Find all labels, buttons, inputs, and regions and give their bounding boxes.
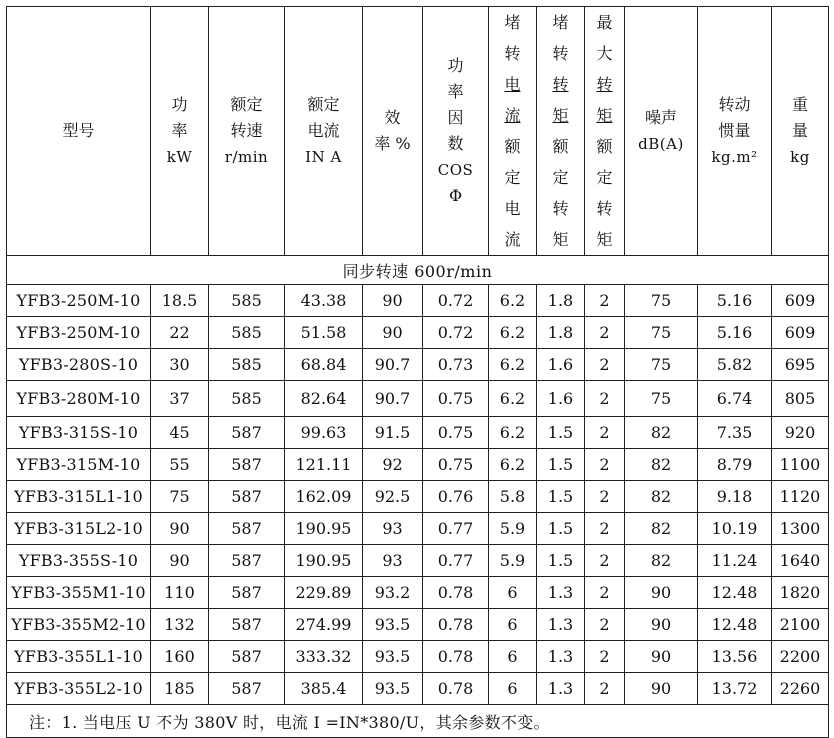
cell-power: 22 bbox=[151, 317, 209, 349]
cell-noise: 90 bbox=[625, 673, 698, 705]
cell-power: 37 bbox=[151, 381, 209, 417]
cell-current: 121.11 bbox=[285, 449, 363, 481]
header-efficiency-line1: 效 bbox=[384, 108, 401, 127]
header-locked-current bbox=[489, 7, 537, 256]
cell-weight: 1120 bbox=[772, 481, 829, 513]
hlc-8: 流 bbox=[504, 230, 521, 249]
header-power bbox=[151, 7, 209, 256]
cell-efficiency: 93.5 bbox=[363, 673, 423, 705]
hlc-4: 流 bbox=[504, 106, 521, 125]
hlc-3: 电 bbox=[504, 75, 521, 94]
cell-locked-current: 6.2 bbox=[489, 417, 537, 449]
cell-current: 99.63 bbox=[285, 417, 363, 449]
header-max-torque-text bbox=[596, 7, 614, 255]
cell-max-torque: 2 bbox=[585, 317, 625, 349]
cell-current: 43.38 bbox=[285, 285, 363, 317]
cell-power: 18.5 bbox=[151, 285, 209, 317]
cell-efficiency: 91.5 bbox=[363, 417, 423, 449]
cell-locked-current: 5.8 bbox=[489, 481, 537, 513]
header-pf-4: 数 bbox=[447, 134, 464, 153]
hmt-5: 额 bbox=[596, 137, 613, 156]
hlc-5: 额 bbox=[504, 137, 521, 156]
header-current-line2: 电流 bbox=[307, 121, 340, 140]
header-locked-torque bbox=[537, 7, 585, 256]
cell-inertia: 10.19 bbox=[698, 513, 772, 545]
cell-speed: 587 bbox=[209, 449, 285, 481]
cell-efficiency: 93 bbox=[363, 513, 423, 545]
header-speed-unit: r/min bbox=[224, 148, 269, 166]
cell-inertia: 5.82 bbox=[698, 349, 772, 381]
cell-noise: 82 bbox=[625, 545, 698, 577]
cell-speed: 585 bbox=[209, 317, 285, 349]
cell-inertia: 6.74 bbox=[698, 381, 772, 417]
cell-locked-torque: 1.3 bbox=[537, 641, 585, 673]
cell-speed: 585 bbox=[209, 349, 285, 381]
hlt-1: 堵 bbox=[552, 13, 569, 32]
cell-noise: 75 bbox=[625, 317, 698, 349]
cell-max-torque: 2 bbox=[585, 609, 625, 641]
cell-locked-current: 6.2 bbox=[489, 449, 537, 481]
header-pf-6: Φ bbox=[448, 186, 463, 205]
table-row bbox=[7, 417, 829, 449]
cell-efficiency: 93.2 bbox=[363, 577, 423, 609]
cell-inertia: 13.56 bbox=[698, 641, 772, 673]
cell-power-factor: 0.72 bbox=[423, 317, 489, 349]
cell-power-factor: 0.78 bbox=[423, 577, 489, 609]
header-efficiency bbox=[363, 7, 423, 256]
cell-locked-torque: 1.6 bbox=[537, 349, 585, 381]
cell-current: 162.09 bbox=[285, 481, 363, 513]
table-row bbox=[7, 381, 829, 417]
cell-locked-torque: 1.3 bbox=[537, 577, 585, 609]
cell-locked-torque: 1.3 bbox=[537, 673, 585, 705]
cell-weight: 920 bbox=[772, 417, 829, 449]
hmt-8: 矩 bbox=[596, 230, 613, 249]
cell-power-factor: 0.73 bbox=[423, 349, 489, 381]
cell-speed: 587 bbox=[209, 609, 285, 641]
header-max-torque bbox=[585, 7, 625, 256]
cell-power: 185 bbox=[151, 673, 209, 705]
cell-efficiency: 93 bbox=[363, 545, 423, 577]
header-speed-line2: 转速 bbox=[230, 121, 263, 140]
cell-locked-torque: 1.5 bbox=[537, 481, 585, 513]
cell-power-factor: 0.78 bbox=[423, 609, 489, 641]
cell-efficiency: 90.7 bbox=[363, 381, 423, 417]
hmt-3: 转 bbox=[596, 75, 613, 94]
cell-noise: 82 bbox=[625, 481, 698, 513]
cell-current: 274.99 bbox=[285, 609, 363, 641]
cell-max-torque: 2 bbox=[585, 417, 625, 449]
header-pf-3: 因 bbox=[447, 108, 464, 127]
header-power-unit: kW bbox=[166, 148, 193, 166]
hmt-6: 定 bbox=[596, 168, 613, 187]
cell-inertia: 5.16 bbox=[698, 285, 772, 317]
cell-weight: 1300 bbox=[772, 513, 829, 545]
cell-model: YFB3-355M2-10 bbox=[7, 609, 151, 641]
header-pf-5: COS bbox=[437, 161, 474, 179]
header-efficiency-line2: 率 % bbox=[374, 134, 411, 153]
cell-locked-torque: 1.3 bbox=[537, 609, 585, 641]
header-weight-unit: kg bbox=[790, 148, 810, 166]
header-locked-torque-text bbox=[552, 7, 570, 255]
cell-power: 132 bbox=[151, 609, 209, 641]
cell-model: YFB3-250M-10 bbox=[7, 317, 151, 349]
table-row bbox=[7, 545, 829, 577]
cell-noise: 90 bbox=[625, 577, 698, 609]
cell-model: YFB3-280S-10 bbox=[7, 349, 151, 381]
speed-heading-row bbox=[7, 256, 829, 285]
header-inertia-unit: kg.m² bbox=[711, 148, 758, 166]
cell-speed: 587 bbox=[209, 577, 285, 609]
cell-efficiency: 90 bbox=[363, 285, 423, 317]
cell-model: YFB3-355M1-10 bbox=[7, 577, 151, 609]
table-row bbox=[7, 449, 829, 481]
cell-weight: 2200 bbox=[772, 641, 829, 673]
cell-current: 385.4 bbox=[285, 673, 363, 705]
header-current-line1: 额定 bbox=[307, 95, 340, 114]
header-model-text: 型号 bbox=[62, 121, 95, 140]
cell-efficiency: 92 bbox=[363, 449, 423, 481]
cell-max-torque: 2 bbox=[585, 545, 625, 577]
cell-locked-current: 6.2 bbox=[489, 349, 537, 381]
header-weight-line2: 量 bbox=[791, 121, 808, 140]
table-row bbox=[7, 641, 829, 673]
table-row bbox=[7, 481, 829, 513]
cell-model: YFB3-355S-10 bbox=[7, 545, 151, 577]
cell-inertia: 13.72 bbox=[698, 673, 772, 705]
cell-locked-current: 6.2 bbox=[489, 285, 537, 317]
cell-weight: 609 bbox=[772, 317, 829, 349]
hmt-1: 最 bbox=[596, 13, 613, 32]
cell-locked-torque: 1.6 bbox=[537, 381, 585, 417]
cell-locked-current: 6 bbox=[489, 609, 537, 641]
cell-locked-torque: 1.5 bbox=[537, 449, 585, 481]
cell-locked-torque: 1.8 bbox=[537, 285, 585, 317]
cell-locked-current: 6.2 bbox=[489, 381, 537, 417]
cell-power-factor: 0.78 bbox=[423, 673, 489, 705]
cell-locked-current: 6.2 bbox=[489, 317, 537, 349]
cell-max-torque: 2 bbox=[585, 349, 625, 381]
cell-inertia: 12.48 bbox=[698, 609, 772, 641]
cell-locked-torque: 1.5 bbox=[537, 545, 585, 577]
header-pf-2: 率 bbox=[447, 82, 464, 101]
cell-speed: 587 bbox=[209, 417, 285, 449]
cell-current: 51.58 bbox=[285, 317, 363, 349]
cell-locked-torque: 1.5 bbox=[537, 513, 585, 545]
header-noise bbox=[625, 7, 698, 256]
header-locked-current-text bbox=[504, 7, 522, 255]
header-speed-line1: 额定 bbox=[230, 95, 263, 114]
header-noise-unit: dB(A) bbox=[638, 135, 684, 153]
motor-spec-table bbox=[6, 6, 829, 738]
cell-max-torque: 2 bbox=[585, 641, 625, 673]
header-weight-line1: 重 bbox=[791, 95, 808, 114]
cell-weight: 2100 bbox=[772, 609, 829, 641]
header-pf-1: 功 bbox=[447, 56, 464, 75]
cell-noise: 90 bbox=[625, 641, 698, 673]
cell-noise: 82 bbox=[625, 449, 698, 481]
table-row bbox=[7, 673, 829, 705]
header-inertia bbox=[698, 7, 772, 256]
cell-efficiency: 90 bbox=[363, 317, 423, 349]
cell-max-torque: 2 bbox=[585, 577, 625, 609]
table-row bbox=[7, 609, 829, 641]
cell-current: 229.89 bbox=[285, 577, 363, 609]
note-row bbox=[7, 705, 829, 738]
cell-power-factor: 0.75 bbox=[423, 417, 489, 449]
cell-model: YFB3-280M-10 bbox=[7, 381, 151, 417]
hlt-7: 转 bbox=[552, 199, 569, 218]
cell-speed: 587 bbox=[209, 673, 285, 705]
cell-noise: 75 bbox=[625, 381, 698, 417]
cell-max-torque: 2 bbox=[585, 449, 625, 481]
table-row bbox=[7, 577, 829, 609]
hlc-2: 转 bbox=[504, 44, 521, 63]
cell-noise: 82 bbox=[625, 417, 698, 449]
header-inertia-line1: 转动 bbox=[718, 95, 751, 114]
cell-noise: 75 bbox=[625, 285, 698, 317]
table-row bbox=[7, 285, 829, 317]
header-current-unit: IN A bbox=[305, 148, 342, 166]
hlt-6: 定 bbox=[552, 168, 569, 187]
cell-power-factor: 0.76 bbox=[423, 481, 489, 513]
hlt-5: 额 bbox=[552, 137, 569, 156]
cell-power-factor: 0.72 bbox=[423, 285, 489, 317]
header-noise-line1: 噪声 bbox=[644, 108, 677, 127]
header-speed bbox=[209, 7, 285, 256]
cell-speed: 587 bbox=[209, 545, 285, 577]
header-inertia-line2: 惯量 bbox=[718, 121, 751, 140]
cell-max-torque: 2 bbox=[585, 481, 625, 513]
cell-locked-current: 6 bbox=[489, 641, 537, 673]
cell-locked-current: 6 bbox=[489, 577, 537, 609]
cell-speed: 587 bbox=[209, 641, 285, 673]
cell-locked-torque: 1.5 bbox=[537, 417, 585, 449]
cell-noise: 75 bbox=[625, 349, 698, 381]
cell-power: 90 bbox=[151, 513, 209, 545]
cell-current: 68.84 bbox=[285, 349, 363, 381]
cell-inertia: 9.18 bbox=[698, 481, 772, 513]
header-power-line1: 功 bbox=[171, 95, 188, 114]
cell-weight: 2260 bbox=[772, 673, 829, 705]
cell-speed: 587 bbox=[209, 481, 285, 513]
cell-inertia: 8.79 bbox=[698, 449, 772, 481]
cell-power: 55 bbox=[151, 449, 209, 481]
cell-locked-current: 5.9 bbox=[489, 513, 537, 545]
cell-locked-current: 5.9 bbox=[489, 545, 537, 577]
cell-noise: 90 bbox=[625, 609, 698, 641]
cell-efficiency: 93.5 bbox=[363, 641, 423, 673]
cell-current: 82.64 bbox=[285, 381, 363, 417]
cell-max-torque: 2 bbox=[585, 381, 625, 417]
cell-weight: 609 bbox=[772, 285, 829, 317]
cell-max-torque: 2 bbox=[585, 513, 625, 545]
speed-heading: 同步转速 600r/min bbox=[7, 256, 829, 285]
cell-weight: 805 bbox=[772, 381, 829, 417]
cell-power-factor: 0.75 bbox=[423, 449, 489, 481]
cell-model: YFB3-315S-10 bbox=[7, 417, 151, 449]
cell-power: 160 bbox=[151, 641, 209, 673]
cell-locked-torque: 1.8 bbox=[537, 317, 585, 349]
cell-locked-current: 6 bbox=[489, 673, 537, 705]
cell-power: 110 bbox=[151, 577, 209, 609]
cell-weight: 1820 bbox=[772, 577, 829, 609]
cell-inertia: 12.48 bbox=[698, 577, 772, 609]
table-note: 注：1. 当电压 U 不为 380V 时，电流 I =IN*380/U，其余参数不变。 bbox=[7, 705, 829, 738]
cell-inertia: 11.24 bbox=[698, 545, 772, 577]
hmt-7: 转 bbox=[596, 199, 613, 218]
cell-inertia: 5.16 bbox=[698, 317, 772, 349]
header-power-line2: 率 bbox=[171, 121, 188, 140]
header-model bbox=[7, 7, 151, 256]
cell-weight: 695 bbox=[772, 349, 829, 381]
cell-efficiency: 93.5 bbox=[363, 609, 423, 641]
hmt-2: 大 bbox=[596, 44, 613, 63]
cell-inertia: 7.35 bbox=[698, 417, 772, 449]
cell-weight: 1100 bbox=[772, 449, 829, 481]
cell-model: YFB3-315M-10 bbox=[7, 449, 151, 481]
cell-speed: 585 bbox=[209, 381, 285, 417]
table-row bbox=[7, 349, 829, 381]
cell-power: 45 bbox=[151, 417, 209, 449]
table-row bbox=[7, 317, 829, 349]
cell-model: YFB3-355L1-10 bbox=[7, 641, 151, 673]
header-weight bbox=[772, 7, 829, 256]
hlc-7: 电 bbox=[504, 199, 521, 218]
cell-power: 30 bbox=[151, 349, 209, 381]
cell-efficiency: 92.5 bbox=[363, 481, 423, 513]
table-row bbox=[7, 513, 829, 545]
cell-power-factor: 0.78 bbox=[423, 641, 489, 673]
cell-current: 190.95 bbox=[285, 513, 363, 545]
header-power-factor bbox=[423, 7, 489, 256]
cell-current: 190.95 bbox=[285, 545, 363, 577]
cell-power: 90 bbox=[151, 545, 209, 577]
cell-max-torque: 2 bbox=[585, 285, 625, 317]
cell-noise: 82 bbox=[625, 513, 698, 545]
cell-model: YFB3-355L2-10 bbox=[7, 673, 151, 705]
header-current bbox=[285, 7, 363, 256]
cell-max-torque: 2 bbox=[585, 673, 625, 705]
cell-power-factor: 0.77 bbox=[423, 513, 489, 545]
hlc-1: 堵 bbox=[504, 13, 521, 32]
hlt-3: 转 bbox=[552, 75, 569, 94]
cell-model: YFB3-315L2-10 bbox=[7, 513, 151, 545]
cell-weight: 1640 bbox=[772, 545, 829, 577]
cell-model: YFB3-250M-10 bbox=[7, 285, 151, 317]
cell-power: 75 bbox=[151, 481, 209, 513]
header-row bbox=[7, 7, 829, 256]
cell-current: 333.32 bbox=[285, 641, 363, 673]
hlt-2: 转 bbox=[552, 44, 569, 63]
cell-speed: 587 bbox=[209, 513, 285, 545]
hlc-6: 定 bbox=[504, 168, 521, 187]
cell-power-factor: 0.75 bbox=[423, 381, 489, 417]
cell-model: YFB3-315L1-10 bbox=[7, 481, 151, 513]
hlt-8: 矩 bbox=[552, 230, 569, 249]
hlt-4: 矩 bbox=[552, 106, 569, 125]
cell-efficiency: 90.7 bbox=[363, 349, 423, 381]
hmt-4: 矩 bbox=[596, 106, 613, 125]
cell-power-factor: 0.77 bbox=[423, 545, 489, 577]
cell-speed: 585 bbox=[209, 285, 285, 317]
